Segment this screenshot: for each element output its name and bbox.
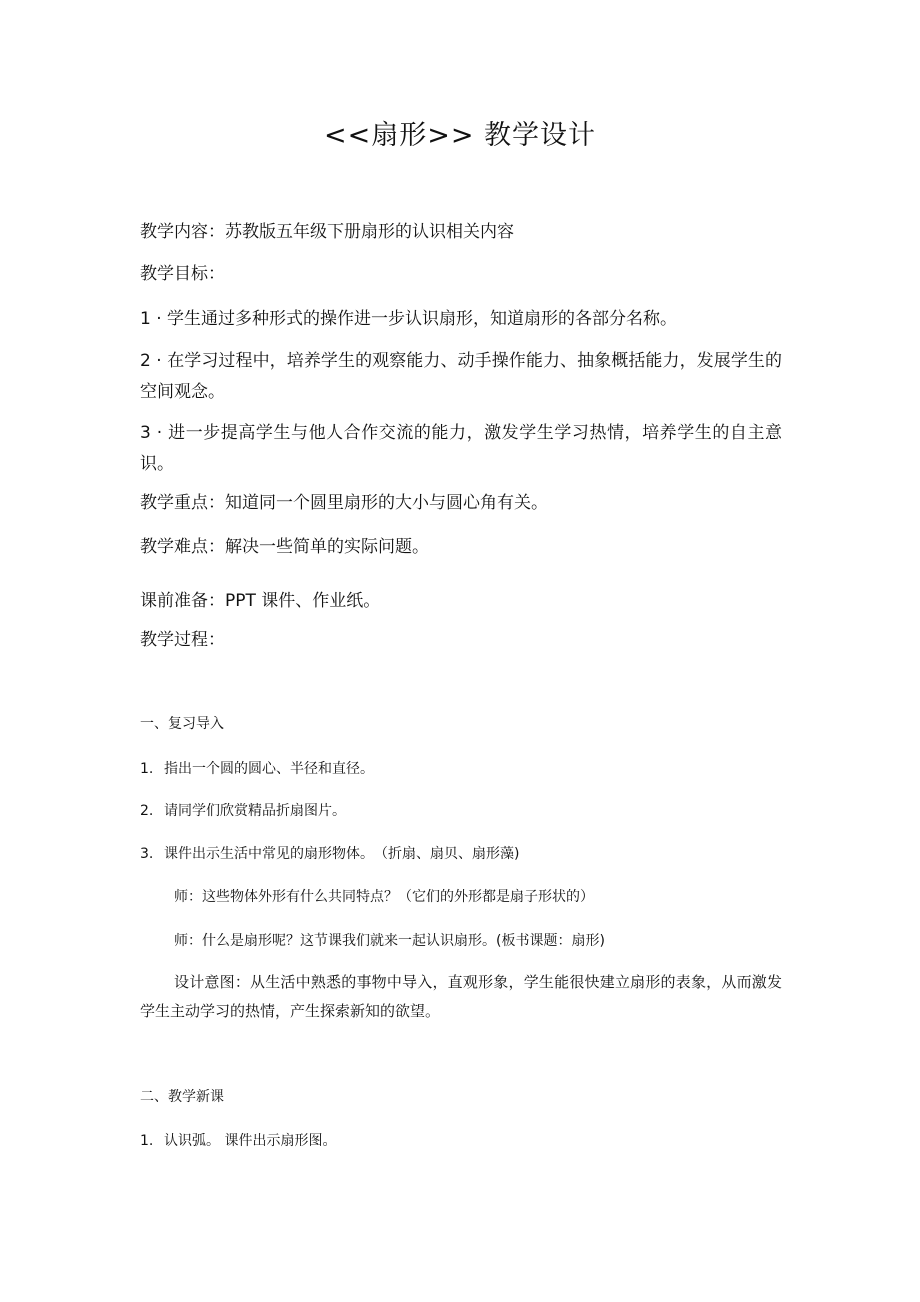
list-item-text: 请同学们欣赏精品折扇图片。 xyxy=(164,803,346,819)
goal-item-1: 1 · 学生通过多种形式的操作进一步认识扇形，知道扇形的各部分名称。 xyxy=(140,309,678,329)
teaching-focus: 教学重点：知道同一个圆里扇形的大小与圆心角有关。 xyxy=(140,493,548,513)
list-item-number: 1. xyxy=(140,1133,154,1149)
goal-item-2: 2 · 在学习过程中，培养学生的观察能力、动手操作能力、抽象概括能力，发展学生的空间观念。 xyxy=(140,351,782,402)
goal-item-3: 3 · 进一步提高学生与他人合作交流的能力，激发学生学习热情，培养学生的自主意识。 xyxy=(140,423,782,474)
list-item-text: 认识弧。 课件出示扇形图。 xyxy=(164,1133,337,1149)
list-item xyxy=(140,800,346,822)
document-title: <<扇形>> 教学设计 xyxy=(323,120,597,151)
teacher-question-2: 师：什么是扇形呢？这节课我们就来一起认识扇形。(板书课题：扇形) xyxy=(174,933,605,949)
list-item xyxy=(140,1130,336,1152)
design-intent-note: 设计意图：从生活中熟悉的事物中导入，直观形象，学生能很快建立扇形的表象，从而激发学生主动学习的热情，产生探索新知的欲望。 xyxy=(140,973,782,1020)
list-item-text: 指出一个圆的圆心、半径和直径。 xyxy=(164,761,374,777)
teaching-content: 教学内容：苏教版五年级下册扇形的认识相关内容 xyxy=(140,222,514,242)
class-preparation: 课前准备：PPT 课件、作业纸。 xyxy=(140,591,381,611)
list-item xyxy=(140,758,374,780)
list-item-number: 3. xyxy=(140,846,154,862)
list-item-number: 2. xyxy=(140,803,154,819)
list-item xyxy=(140,843,519,865)
section-heading-review: 一、复习导入 xyxy=(140,716,224,732)
teaching-process-label: 教学过程： xyxy=(140,630,225,650)
list-item-text: 课件出示生活中常见的扇形物体。 （折扇、扇贝、扇形藻) xyxy=(164,846,520,862)
list-item-number: 1. xyxy=(140,761,154,777)
section-heading-new-lesson: 二、教学新课 xyxy=(140,1089,224,1105)
teaching-goals-label: 教学目标： xyxy=(140,264,225,284)
teaching-difficulty: 教学难点：解决一些简单的实际问题。 xyxy=(140,537,429,557)
teacher-question-1: 师：这些物体外形有什么共同特点？（它们的外形都是扇子形状的） xyxy=(174,889,594,905)
